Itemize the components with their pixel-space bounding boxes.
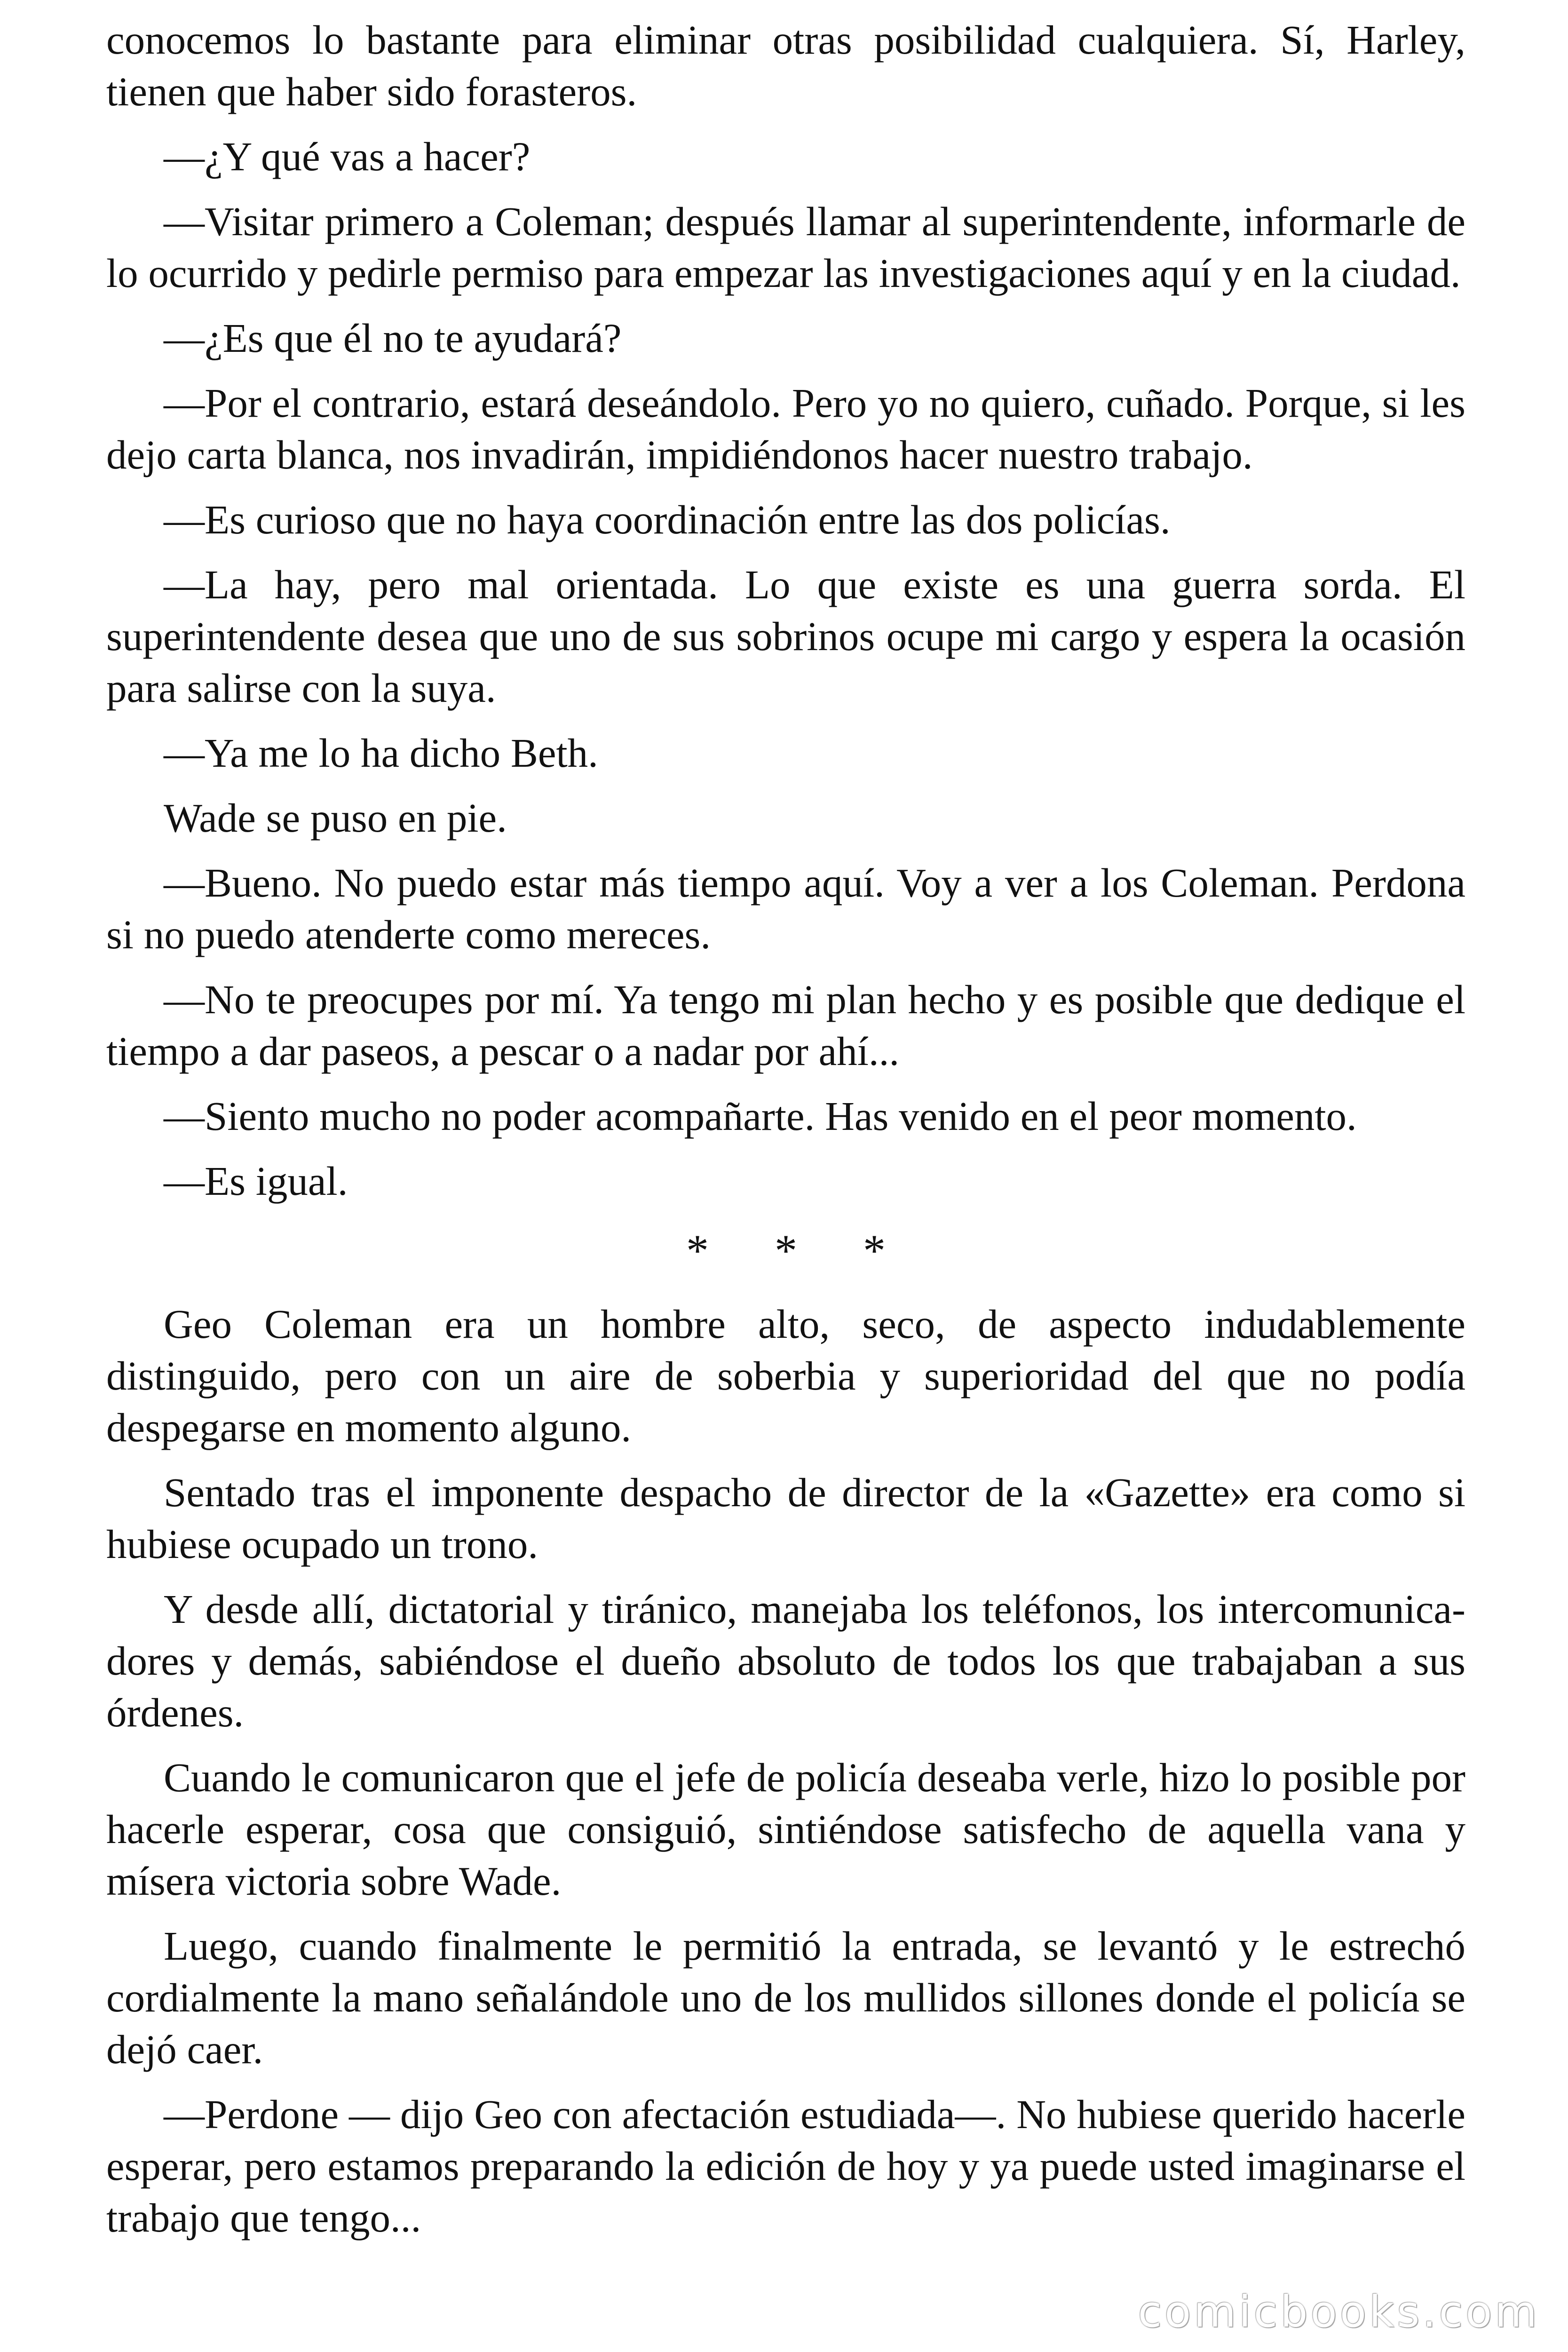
dialogue-line: —La hay, pero mal orientada. Lo que existe es una guerra sorda. El superintendente desea que uno de sus sobrinos ocupe mi cargo y espera la ocasión para salirse con la suya. <box>106 562 1465 711</box>
separator-asterisk: * <box>775 1225 797 1276</box>
dialogue-line: —Perdone — dijo Geo con afectación estudiada—. No hubiese querido hacerle esperar, pero estamos preparando la edición de hoy y ya puede usted imaginarse el trabajo que tengo... <box>106 2091 1465 2241</box>
book-page <box>106 14 1465 2257</box>
dialogue-line: —Por el contrario, estará deseándolo. Pero yo no quiero, cuñado. Porque, si les dejo carta blanca, nos invadirán, impidiéndonos hacer nuestro trabajo. <box>106 380 1465 477</box>
narration-paragraph: Y desde allí, dictatorial y tiránico, manejaba los teléfonos, los intercomunica-dores y demás, sabiéndose el dueño absoluto de todos los que trabajaban a sus órdenes. <box>106 1586 1465 1735</box>
dialogue-line: —Siento mucho no poder acompañarte. Has venido en el peor momento. <box>164 1093 1357 1139</box>
paragraph-continued: conocemos lo bastante para eliminar otras posibilidad cualquiera. Sí, Harley, tienen que haber sido forasteros. <box>106 17 1465 114</box>
narration-paragraph: Geo Coleman era un hombre alto, seco, de aspecto indudablemente distinguido, pero con un aire de soberbia y superioridad del que no podía despegarse en momento alguno. <box>106 1301 1465 1450</box>
dialogue-line: —Ya me lo ha dicho Beth. <box>164 730 598 776</box>
dialogue-line: —Bueno. No puedo estar más tiempo aquí. Voy a ver a los Coleman. Perdona si no puedo atenderte como mereces. <box>106 860 1465 957</box>
dialogue-line: —¿Y qué vas a hacer? <box>164 134 531 179</box>
dialogue-line: —No te preocupes por mí. Ya tengo mi plan hecho y es posible que dedique el tiempo a dar paseos, a pescar o a nadar por ahí... <box>106 977 1465 1074</box>
dialogue-line: —Es curioso que no haya coordinación entre las dos policías. <box>164 497 1171 542</box>
narration-paragraph: Luego, cuando finalmente le permitió la entrada, se levantó y le estrechó cordialmente la mano señalándole uno de los mullidos sillones donde el policía se dejó caer. <box>106 1923 1465 2072</box>
dialogue-line: —¿Es que él no te ayudará? <box>164 315 622 361</box>
dialogue-line: —Es igual. <box>164 1158 348 1204</box>
narration-paragraph: Cuando le comunicaron que el jefe de policía deseaba verle, hizo lo posible por hacerle esperar, cosa que consiguió, sintiéndose satisfecho de aquella vana y mísera victoria sobre Wade. <box>106 1755 1465 1904</box>
separator-asterisk: * <box>863 1225 886 1276</box>
watermark: comicbooks.com <box>1138 2287 1540 2337</box>
narration-paragraph: Wade se puso en pie. <box>164 795 507 841</box>
dialogue-line: —Visitar primero a Coleman; después llamar al superintendente, informarle de lo ocurrido y pedirle permiso para empezar las investigaciones aquí y en la ciudad. <box>106 199 1465 296</box>
section-separator <box>106 1220 1465 1281</box>
narration-paragraph: Sentado tras el imponente despacho de director de la «Gazette» era como si hubiese ocupado un trono. <box>106 1470 1465 1567</box>
separator-asterisk: * <box>686 1225 709 1276</box>
